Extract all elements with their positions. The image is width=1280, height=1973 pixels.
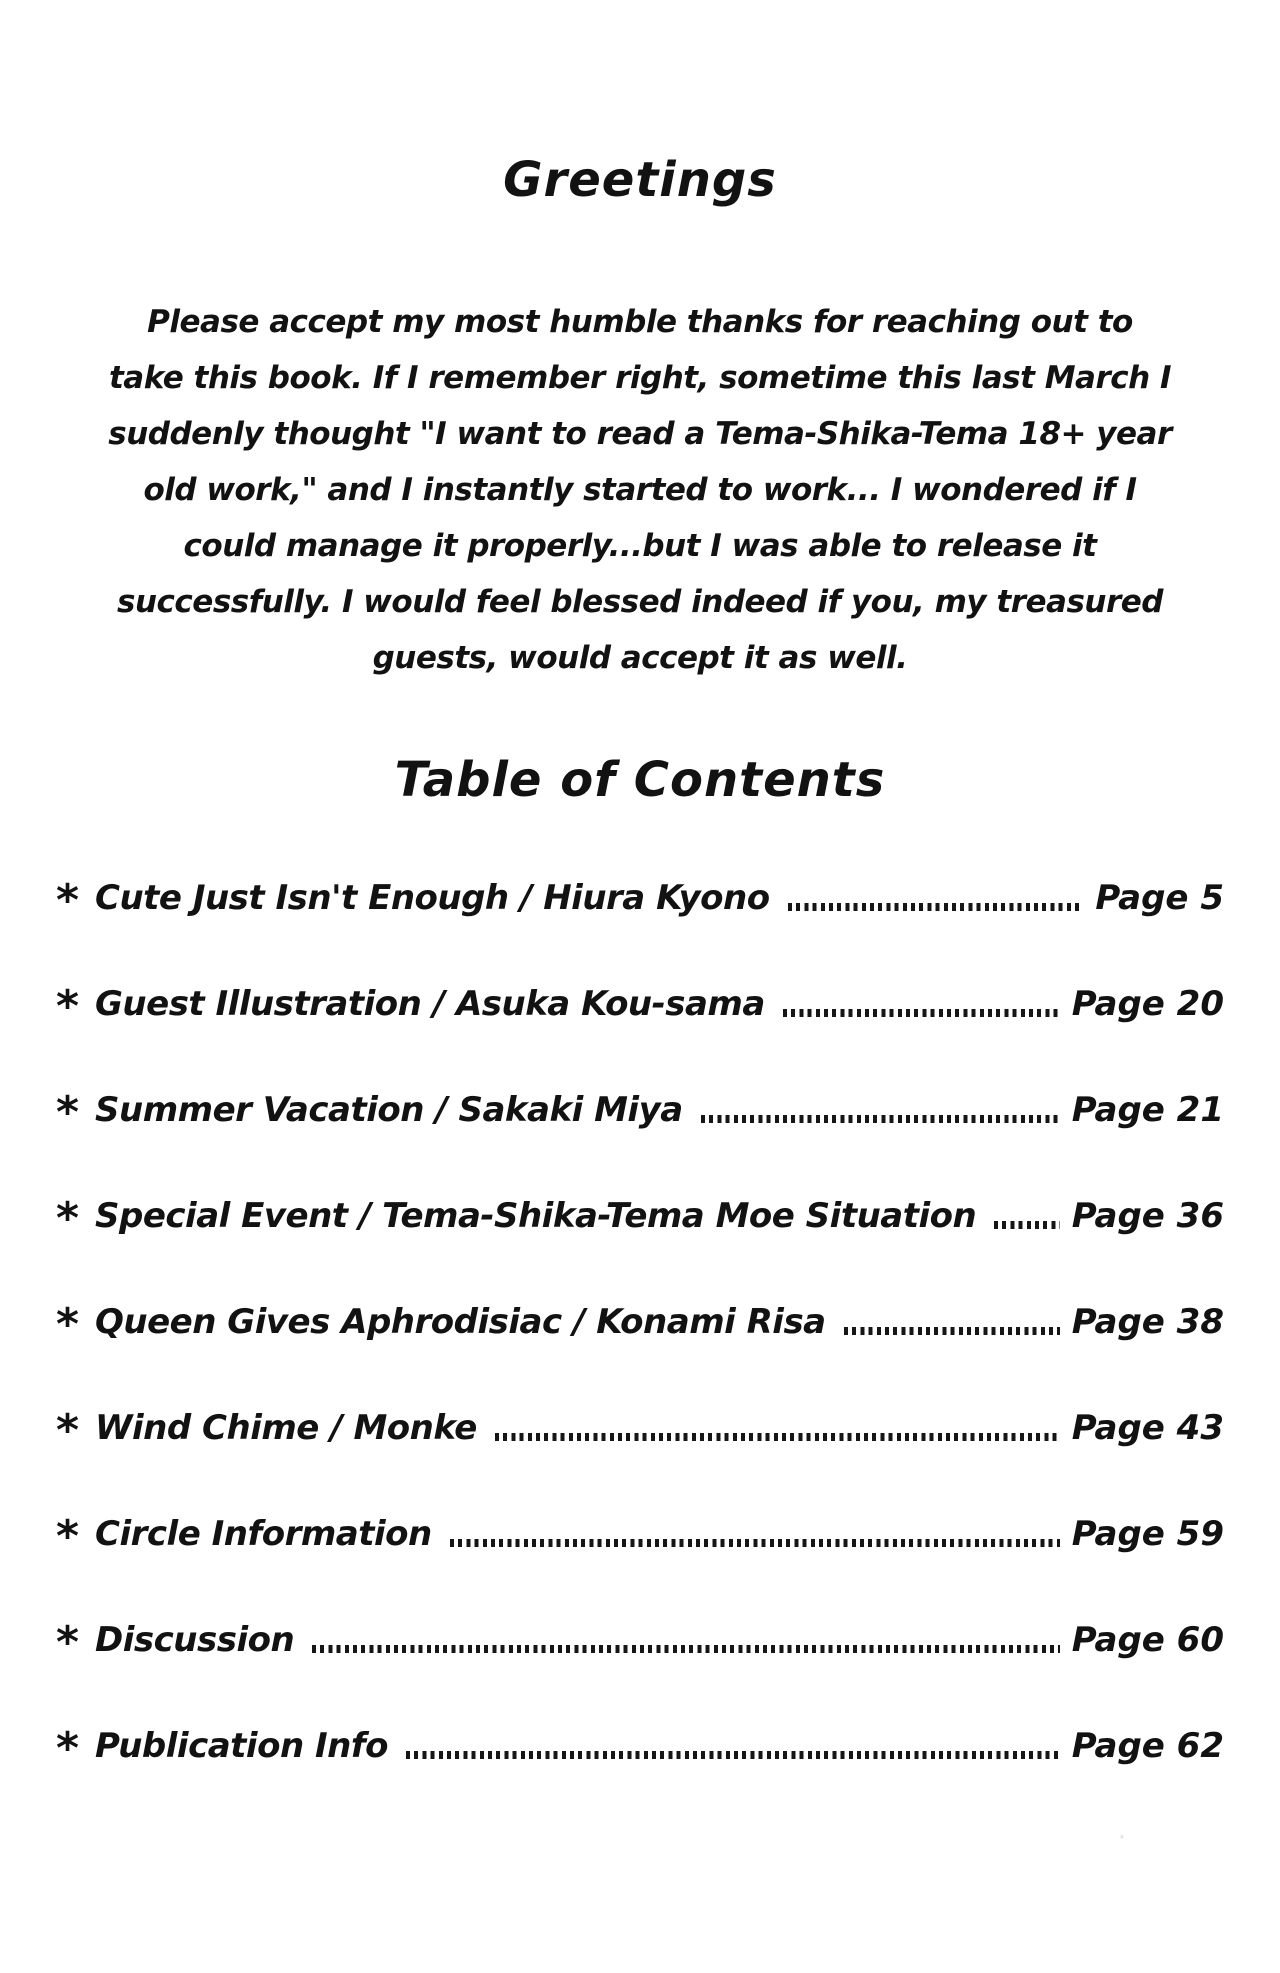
toc-entry-page: Page 21 (1071, 1090, 1224, 1130)
toc-entry-page: Page 5 (1095, 878, 1224, 918)
toc-entry (56, 1193, 1224, 1244)
asterisk-bullet-icon: * (56, 981, 80, 1032)
asterisk-bullet-icon: * (56, 1617, 80, 1668)
toc-entry-title: Cute Just Isn't Enough / Hiura Kyono (95, 878, 770, 918)
dot-leader (450, 1539, 1060, 1547)
greeting-paragraph (56, 294, 1224, 686)
dot-leader (844, 1327, 1060, 1335)
toc-entry-title: Summer Vacation / Sakaki Miya (95, 1090, 683, 1130)
toc-entry-title: Discussion (95, 1620, 295, 1660)
toc-entry-page: Page 59 (1071, 1514, 1224, 1554)
toc-entry (56, 1617, 1224, 1668)
toc-entry-title: Circle Information (95, 1514, 432, 1554)
toc-entry-title: Wind Chime / Monke (95, 1408, 477, 1448)
greeting-line: successfully. I would feel blessed indeed if you, my treasured (117, 584, 1163, 620)
toc-list (56, 875, 1224, 1774)
greeting-line: guests, would accept it as well. (372, 640, 908, 676)
asterisk-bullet-icon: * (56, 1511, 80, 1562)
table-of-contents-heading: Table of Contents (394, 752, 886, 808)
dot-leader (701, 1115, 1060, 1123)
greetings-heading: Greetings (503, 152, 777, 208)
toc-entry (56, 1723, 1224, 1774)
toc-entry-title: Publication Info (95, 1726, 388, 1766)
toc-entry-page: Page 20 (1071, 984, 1224, 1024)
toc-entry (56, 1405, 1224, 1456)
dot-leader (788, 903, 1084, 911)
toc-entry-page: Page 38 (1071, 1302, 1224, 1342)
dot-leader (783, 1009, 1060, 1017)
greeting-line: suddenly thought "I want to read a Tema-Shika-Tema 18+ year (108, 416, 1172, 452)
greeting-line: take this book. If I remember right, sometime this last March I (108, 360, 1172, 396)
toc-entry (56, 1511, 1224, 1562)
asterisk-bullet-icon: * (56, 1405, 80, 1456)
toc-entry-title: Special Event / Tema-Shika-Tema Moe Situation (95, 1196, 977, 1236)
toc-entry-page: Page 60 (1071, 1620, 1224, 1660)
dot-leader (312, 1645, 1060, 1653)
toc-entry-page: Page 62 (1071, 1726, 1224, 1766)
greeting-line: could manage it properly...but I was able to release it (183, 528, 1097, 564)
toc-entry-page: Page 43 (1071, 1408, 1224, 1448)
scan-artifact: ᵌ (1117, 1831, 1125, 1846)
toc-entry (56, 1087, 1224, 1138)
asterisk-bullet-icon: * (56, 1723, 80, 1774)
dot-leader (994, 1221, 1060, 1229)
toc-entry (56, 1299, 1224, 1350)
greeting-line: Please accept my most humble thanks for reaching out to (147, 304, 1133, 340)
asterisk-bullet-icon: * (56, 1193, 80, 1244)
toc-entry (56, 875, 1224, 926)
toc-entry-title: Queen Gives Aphrodisiac / Konami Risa (95, 1302, 826, 1342)
greeting-line: old work," and I instantly started to work... I wondered if I (143, 472, 1137, 508)
toc-entry (56, 981, 1224, 1032)
toc-entry-title: Guest Illustration / Asuka Kou-sama (95, 984, 765, 1024)
asterisk-bullet-icon: * (56, 1087, 80, 1138)
dot-leader (406, 1751, 1060, 1759)
asterisk-bullet-icon: * (56, 875, 80, 926)
asterisk-bullet-icon: * (56, 1299, 80, 1350)
dot-leader (495, 1433, 1060, 1441)
toc-entry-page: Page 36 (1071, 1196, 1224, 1236)
